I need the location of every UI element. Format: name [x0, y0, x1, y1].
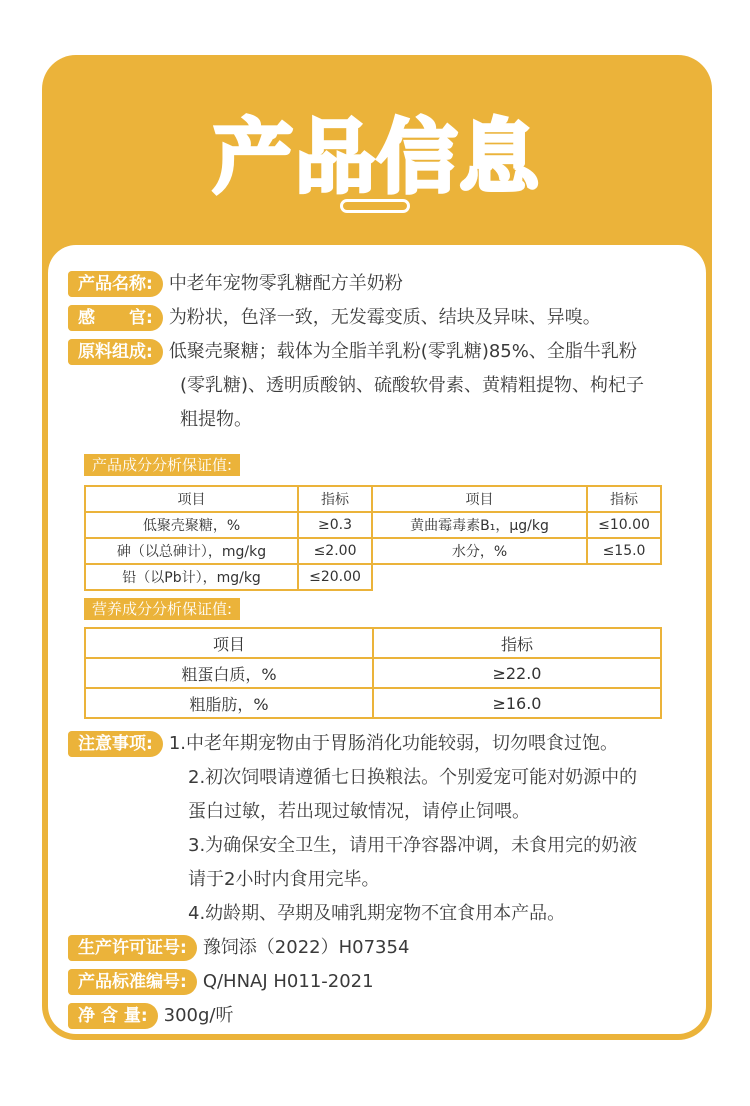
table-header-row — [85, 486, 661, 512]
product-name-value: 中老年宠物零乳糖配方羊奶粉 — [168, 273, 403, 294]
table-cell: 砷（以总砷计），mg/kg — [85, 538, 298, 564]
table-cell: ≥16.0 — [373, 688, 661, 718]
table-cell: 指标 — [587, 486, 661, 512]
table-cell: ≥0.3 — [298, 512, 372, 538]
notes-row — [68, 727, 618, 761]
table-cell: 粗蛋白质，% — [85, 658, 373, 688]
table-header-row — [85, 628, 661, 658]
table-cell: 水分，% — [372, 538, 587, 564]
standard-label: 产品标准编号: — [68, 969, 197, 995]
notes-line-3: 蛋白过敏，若出现过敏情况，请停止饲喂。 — [188, 801, 530, 822]
composition-table — [84, 485, 662, 591]
table-cell: ≤15.0 — [587, 538, 661, 564]
product-info-card — [42, 55, 712, 1040]
ingredients-line-1: 低聚壳聚糖；载体为全脂羊乳粉(零乳糖)85%、全脂牛乳粉 — [168, 341, 637, 362]
notes-line-5: 请于2小时内食用完毕。 — [188, 869, 380, 890]
nutrition-table — [84, 627, 662, 719]
table-row — [85, 512, 661, 538]
table-row — [85, 538, 661, 564]
table-cell: 粗脂肪，% — [85, 688, 373, 718]
table-row — [85, 564, 661, 590]
notes-line-2: 2.初次饲喂请遵循七日换粮法。个别爱宠可能对奶源中的 — [188, 767, 638, 788]
notes-label: 注意事项: — [68, 731, 163, 757]
sense-value: 为粉状，色泽一致，无发霉变质、结块及异味、异嗅。 — [168, 307, 601, 328]
table-cell: 铅（以Pb计），mg/kg — [85, 564, 298, 590]
net-content-value: 300g/听 — [163, 1005, 234, 1026]
table-cell: 项目 — [85, 486, 298, 512]
ingredients-row — [68, 335, 637, 369]
table-cell: 黄曲霉毒素B₁，μg/kg — [372, 512, 587, 538]
table-cell: 项目 — [85, 628, 373, 658]
net-content-label: 净 含 量: — [68, 1003, 158, 1029]
info-panel — [48, 245, 706, 1034]
table-cell: ≤2.00 — [298, 538, 372, 564]
ingredients-line-2: (零乳糖)、透明质酸钠、硫酸软骨素、黄精粗提物、枸杞子 — [180, 375, 645, 396]
table-cell: 低聚壳聚糖，% — [85, 512, 298, 538]
table-cell-empty — [587, 564, 661, 590]
notes-line-6: 4.幼龄期、孕期及哺乳期宠物不宜食用本产品。 — [188, 903, 566, 924]
notes-line-1: 1.中老年期宠物由于胃肠消化功能较弱，切勿喂食过饱。 — [168, 733, 618, 754]
nutrition-title: 营养成分分析保证值: — [84, 598, 240, 620]
product-name-label: 产品名称: — [68, 271, 163, 297]
title-decoration — [340, 199, 410, 213]
notes-line-4: 3.为确保安全卫生，请用干净容器冲调，未食用完的奶液 — [188, 835, 638, 856]
license-label: 生产许可证号: — [68, 935, 197, 961]
table-cell: ≤20.00 — [298, 564, 372, 590]
table-cell: 项目 — [372, 486, 587, 512]
product-name-row — [68, 267, 403, 301]
sense-label: 感 官: — [68, 305, 163, 331]
page-title: 产品信息 — [213, 111, 541, 204]
table-row — [85, 688, 661, 718]
ingredients-line-3: 粗提物。 — [180, 409, 252, 430]
table-row — [85, 658, 661, 688]
table-cell-empty — [372, 564, 587, 590]
sense-row — [68, 301, 601, 335]
standard-row — [68, 965, 374, 999]
license-value: 豫饲添（2022）H07354 — [202, 937, 410, 958]
ingredients-label: 原料组成: — [68, 339, 163, 365]
table-cell: ≥22.0 — [373, 658, 661, 688]
table-cell: 指标 — [298, 486, 372, 512]
net-content-row — [68, 999, 234, 1033]
composition-title: 产品成分分析保证值: — [84, 454, 240, 476]
table-cell: 指标 — [373, 628, 661, 658]
standard-value: Q/HNAJ H011-2021 — [202, 971, 374, 992]
table-cell: ≤10.00 — [587, 512, 661, 538]
license-row — [68, 931, 409, 965]
